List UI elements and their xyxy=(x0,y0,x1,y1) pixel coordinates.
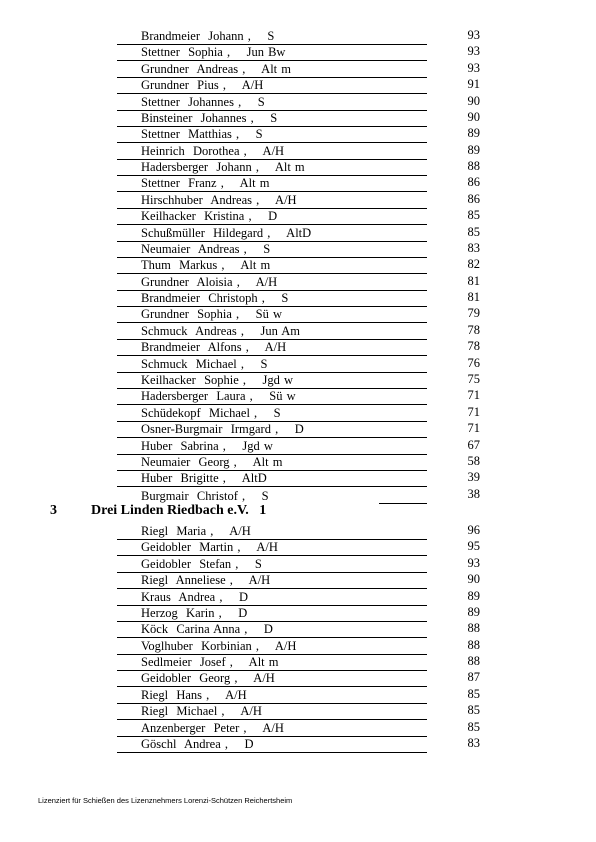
shooter-name: Herzog Karin , D xyxy=(141,605,248,620)
shooter-score: 83 xyxy=(467,735,480,750)
result-row xyxy=(117,209,427,225)
shooter-score: 82 xyxy=(467,257,480,272)
shooter-name: Riegl Hans , A/H xyxy=(141,687,247,702)
shooter-score: 88 xyxy=(467,654,480,669)
result-row xyxy=(117,622,427,638)
result-row xyxy=(117,160,427,176)
result-row xyxy=(117,193,427,209)
shooter-name: Hadersberger Johann , Alt m xyxy=(141,160,305,175)
license-footer: Lizenziert für Schießen des Lizenznehmers Lorenzi-Schützen Reichertsheim xyxy=(38,796,293,805)
shooter-score: 90 xyxy=(467,93,480,108)
result-row xyxy=(117,524,427,540)
result-row xyxy=(117,590,427,606)
shooter-name: Sedlmeier Josef , Alt m xyxy=(141,655,279,670)
shooter-name: Stettner Matthias , S xyxy=(141,127,263,142)
shooter-score: 93 xyxy=(467,28,480,42)
result-row xyxy=(117,127,427,143)
result-row xyxy=(117,488,427,504)
result-row xyxy=(117,176,427,192)
result-row xyxy=(117,389,427,405)
result-row xyxy=(117,258,427,274)
shooter-score: 58 xyxy=(467,453,480,468)
shooter-score: 93 xyxy=(467,60,480,75)
shooter-score: 88 xyxy=(467,621,480,636)
result-row xyxy=(117,606,427,622)
shooter-name: Osner-Burgmair Irmgard , D xyxy=(141,422,304,437)
shooter-score: 90 xyxy=(467,572,480,587)
club-header xyxy=(0,503,596,521)
shooter-score: 88 xyxy=(467,637,480,652)
shooter-name: Huber Sabrina , Jgd w xyxy=(141,438,273,453)
shooter-name: Burgmair Christof , S xyxy=(141,488,269,503)
result-row xyxy=(117,471,427,487)
shooter-name: Göschl Andrea , D xyxy=(141,736,254,751)
result-row xyxy=(117,406,427,422)
shooter-score: 88 xyxy=(467,159,480,174)
shooter-score: 85 xyxy=(467,719,480,734)
shooter-name: Grundner Aloisia , A/H xyxy=(141,274,278,289)
result-row xyxy=(117,540,427,556)
shooter-name: Brandmeier Christoph , S xyxy=(141,291,289,306)
result-row xyxy=(117,455,427,471)
club-rank-number: 3 xyxy=(50,503,57,518)
shooter-score: 75 xyxy=(467,371,480,386)
shooter-score: 96 xyxy=(467,523,480,537)
result-row xyxy=(117,62,427,78)
shooter-name: Riegl Anneliese , A/H xyxy=(141,573,271,588)
shooter-name: Schüdekopf Michael , S xyxy=(141,405,281,420)
shooter-score: 78 xyxy=(467,322,480,337)
shooter-score: 91 xyxy=(467,77,480,92)
shooter-score: 71 xyxy=(467,404,480,419)
shooter-name: Riegl Maria , A/H xyxy=(141,524,251,538)
result-row xyxy=(117,688,427,704)
shooter-name: Brandmeier Johann , S xyxy=(141,29,275,43)
shooter-name: Schmuck Andreas , Jun Am xyxy=(141,323,301,338)
shooter-score: 67 xyxy=(467,437,480,452)
result-row xyxy=(117,78,427,94)
result-row xyxy=(117,557,427,573)
shooter-score: 89 xyxy=(467,142,480,157)
result-row xyxy=(117,422,427,438)
shooter-name: Neumaier Andreas , S xyxy=(141,241,271,256)
shooter-name: Riegl Michael , A/H xyxy=(141,704,262,719)
shooter-score: 85 xyxy=(467,208,480,223)
shooter-name: Grundner Pius , A/H xyxy=(141,78,264,93)
shooter-name: Huber Brigitte , AltD xyxy=(141,471,267,486)
shooter-name: Köck Carina Anna , D xyxy=(141,622,273,637)
shooter-name: Geidobler Georg , A/H xyxy=(141,671,275,686)
shooter-name: Geidobler Stefan , S xyxy=(141,556,262,571)
shooter-name: Heinrich Dorothea , A/H xyxy=(141,143,285,158)
shooter-score: 87 xyxy=(467,670,480,685)
shooter-name: Hadersberger Laura , Sü w xyxy=(141,389,296,404)
result-row xyxy=(117,307,427,323)
shooter-score: 78 xyxy=(467,339,480,354)
shooter-score: 86 xyxy=(467,175,480,190)
result-row xyxy=(117,291,427,307)
result-row xyxy=(117,340,427,356)
shooter-score: 89 xyxy=(467,588,480,603)
shooter-score: 76 xyxy=(467,355,480,370)
shooter-name: Thum Markus , Alt m xyxy=(141,258,271,273)
shooter-score: 93 xyxy=(467,555,480,570)
shooter-score: 85 xyxy=(467,686,480,701)
shooter-name: Schmuck Michael , S xyxy=(141,356,268,371)
result-row xyxy=(117,737,427,753)
shooter-score: 95 xyxy=(467,539,480,554)
result-row xyxy=(117,704,427,720)
result-row xyxy=(117,573,427,589)
shooter-score: 81 xyxy=(467,273,480,288)
shooter-name: Binsteiner Johannes , S xyxy=(141,110,278,125)
shooter-score: 71 xyxy=(467,421,480,436)
result-row xyxy=(117,95,427,111)
result-row xyxy=(117,721,427,737)
result-row xyxy=(117,439,427,455)
result-row xyxy=(117,242,427,258)
shooter-score: 93 xyxy=(467,44,480,59)
shooter-name: Stettner Johannes , S xyxy=(141,94,265,109)
shooter-name: Hirschhuber Andreas , A/H xyxy=(141,192,297,207)
result-row xyxy=(117,226,427,242)
shooter-score: 79 xyxy=(467,306,480,321)
shooter-name: Grundner Andreas , Alt m xyxy=(141,61,291,76)
result-row xyxy=(117,655,427,671)
result-row xyxy=(117,45,427,61)
shooter-name: Anzenberger Peter , A/H xyxy=(141,720,284,735)
shooter-name: Kraus Andrea , D xyxy=(141,589,248,604)
shooter-name: Stettner Sophia , Jun Bw xyxy=(141,45,286,60)
result-row xyxy=(117,639,427,655)
result-row xyxy=(117,324,427,340)
shooter-name: Keilhacker Kristina , D xyxy=(141,209,278,224)
shooter-score: 71 xyxy=(467,388,480,403)
result-row xyxy=(117,29,427,45)
shooter-name: Schußmüller Hildegard , AltD xyxy=(141,225,312,240)
shooter-score: 90 xyxy=(467,109,480,124)
shooter-name: Stettner Franz , Alt m xyxy=(141,176,270,191)
shooter-score: 81 xyxy=(467,290,480,305)
shooter-name: Geidobler Martin , A/H xyxy=(141,540,278,555)
shooter-name: Brandmeier Alfons , A/H xyxy=(141,340,287,355)
shooter-score: 85 xyxy=(467,224,480,239)
shooter-name: Neumaier Georg , Alt m xyxy=(141,454,283,469)
shooter-score: 83 xyxy=(467,240,480,255)
shooter-score: 39 xyxy=(467,470,480,485)
result-row xyxy=(117,357,427,373)
shooter-score: 86 xyxy=(467,191,480,206)
shooter-score: 89 xyxy=(467,126,480,141)
shooter-score: 85 xyxy=(467,703,480,718)
result-row xyxy=(117,111,427,127)
result-row xyxy=(117,144,427,160)
result-row xyxy=(117,671,427,687)
shooter-score: 89 xyxy=(467,604,480,619)
shooter-name: Keilhacker Sophie , Jgd w xyxy=(141,372,294,387)
shooter-name: Grundner Sophia , Sü w xyxy=(141,307,282,322)
result-row xyxy=(117,373,427,389)
club-title: Drei Linden Riedbach e.V. 1 xyxy=(91,503,267,518)
shooter-score: 38 xyxy=(467,486,480,501)
result-row xyxy=(117,275,427,291)
shooter-name: Voglhuber Korbinian , A/H xyxy=(141,638,297,653)
